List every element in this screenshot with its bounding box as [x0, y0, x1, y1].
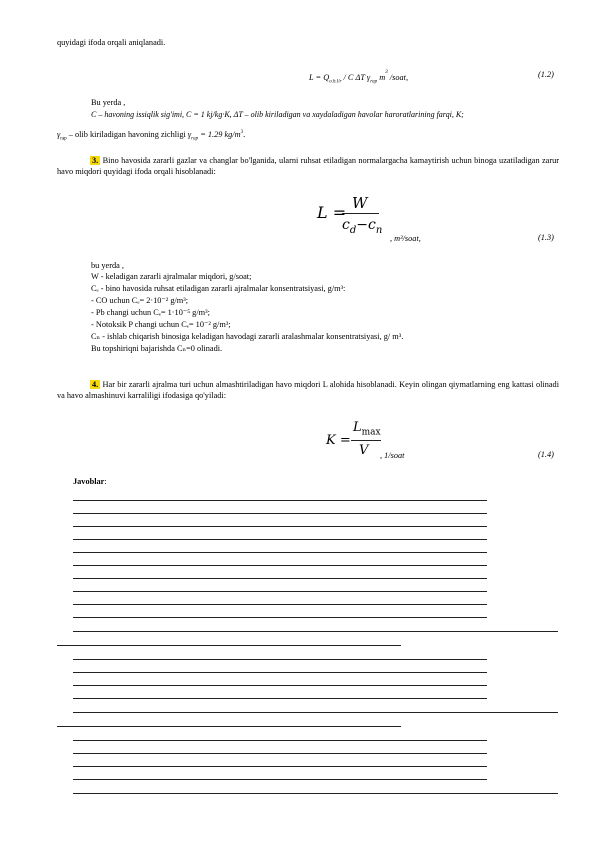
where2-item: - Notoksik P changi uchun Cₑ= 10⁻² g/m³; — [91, 320, 231, 329]
answer-line[interactable] — [73, 578, 487, 579]
answer-line-long[interactable] — [73, 631, 558, 632]
eq13-fraction-bar — [342, 213, 379, 214]
answer-line[interactable] — [73, 753, 487, 754]
answer-line-short[interactable] — [57, 726, 401, 727]
eq13-left: L = — [317, 203, 347, 222]
eq13-den-b-sub: n — [375, 224, 383, 236]
eq14-left: K = — [326, 433, 351, 448]
eq12-sub2: rap — [370, 79, 378, 85]
answer-line[interactable] — [73, 526, 487, 527]
equation-1-2 — [309, 70, 408, 87]
gamma-value-sup: 3 — [240, 130, 244, 135]
eq12-formula: L = Q — [309, 72, 330, 82]
equation-1-3-number: (1.3) — [538, 233, 554, 242]
intro-text: quyidagi ifoda orqali aniqlanadi. — [57, 38, 166, 47]
answer-line[interactable] — [73, 500, 487, 501]
answer-line[interactable] — [73, 659, 487, 660]
answer-line[interactable] — [73, 513, 487, 514]
eq14-denominator: V — [359, 443, 369, 458]
eq13-numerator: W — [352, 194, 368, 212]
item-4-text: Har bir zararli ajralma turi uchun almashtiriladigan havo miqdori L alohida hisoblanadi. Keyin olingan qiymatlarning eng kattasi olinadi va havo almashinuvi karraliligi ifodasiga qo'yiladi: — [57, 380, 560, 400]
where2-item: Cₙ - ishlab chiqarish binosiga keladigan havodagi zararli aralashmalar konsentratsiyasi, g/ m³. — [91, 332, 404, 341]
gamma-value-symbol: γ — [187, 129, 192, 139]
where2-item: - CO uchun Cₑ= 2·10⁻² g/m³; — [91, 296, 189, 305]
item-3-number: 3. — [92, 156, 99, 165]
eq13-unit: , m³/soat, — [390, 234, 421, 243]
equation-1-2-number: (1.2) — [538, 70, 554, 79]
where1-line2: $\gamma_{rap}$ – olib kiriladigan havoning zichligi $\gamma_{rap} = 1.29$ $kg/m^3$. — [57, 129, 246, 142]
where2-title: bu yerda , — [91, 261, 124, 270]
answer-line-short[interactable] — [57, 645, 401, 646]
eq12-sup: 3 — [385, 70, 388, 75]
eq14-fraction-bar — [351, 440, 381, 441]
gamma-sub: rap — [60, 136, 67, 142]
eq12-rest: / C ΔT γ — [341, 72, 371, 82]
eq14-numerator — [353, 420, 381, 438]
eq12-sub: o.h.l/r — [329, 79, 342, 85]
eq13-den-a: c — [342, 217, 350, 233]
equation-1-4-number: (1.4) — [538, 450, 554, 459]
answer-line[interactable] — [73, 591, 487, 592]
answer-line[interactable] — [73, 766, 487, 767]
item-4 — [57, 379, 559, 401]
answer-line[interactable] — [73, 539, 487, 540]
where2-item: Cₑ - bino havosida ruhsat etiladigan zararli ajralmalar konsentratsiyasi, g/m³: — [91, 284, 346, 293]
where2-item: - Pb changi uchun Cₑ= 1·10⁻⁵ g/m³; — [91, 308, 210, 317]
eq14-num-sub: max — [361, 427, 381, 438]
gamma-symbol: γ — [57, 129, 61, 139]
answer-line-long[interactable] — [73, 712, 558, 713]
item-3-text: Bino havosida zararli gazlar va changlar bo'lganida, ularni ruhsat etiladigan normalargacha kamaytirish uchun binoga uzatiladigan zarur havo miqdori quyidagi ifoda orqali hisoblanadi: — [57, 156, 559, 176]
answer-line[interactable] — [73, 698, 487, 699]
where1-line: C – havoning issiqlik sig'imi, C = 1 kj/kg·K, ΔT – olib kiriladigan va xaydaladigan havolar haroratlarining farqi, K; — [91, 110, 464, 119]
where2-item: W - keladigan zararli ajralmalar miqdori, g/soat; — [91, 272, 252, 281]
answers-heading — [73, 476, 107, 487]
answer-line[interactable] — [73, 740, 487, 741]
gamma-value-sub: rap — [191, 136, 199, 142]
answer-line[interactable] — [73, 779, 487, 780]
answer-line[interactable] — [73, 552, 487, 553]
answers-colon: : — [104, 477, 107, 486]
answers-label: Javoblar — [73, 477, 105, 486]
eq14-num: L — [353, 420, 362, 435]
eq13-den-b: c — [367, 217, 376, 233]
answer-line[interactable] — [73, 617, 487, 618]
item-4-number: 4. — [92, 380, 99, 389]
gamma-value-text: = 1.29 kg/m — [198, 129, 241, 139]
eq12-unit: /soat, — [387, 72, 409, 82]
answer-line[interactable] — [73, 565, 487, 566]
eq13-minus: − — [356, 217, 368, 233]
item-3 — [57, 155, 559, 177]
answer-line-long[interactable] — [73, 793, 558, 794]
answer-line[interactable] — [73, 672, 487, 673]
where2-item: Bu topshiriqni bajarishda Cₙ=0 olinadi. — [91, 344, 223, 353]
answer-line[interactable] — [73, 604, 487, 605]
eq14-unit: , 1/soat — [380, 451, 405, 460]
answer-line[interactable] — [73, 685, 487, 686]
where1-line2-text: – olib kiriladigan havoning zichligi — [66, 129, 188, 139]
eq13-denominator — [342, 217, 382, 236]
eq13-den-a-sub: d — [349, 224, 357, 236]
eq12-tail: m — [377, 72, 386, 82]
where1-title: Bu yerda , — [91, 98, 126, 107]
